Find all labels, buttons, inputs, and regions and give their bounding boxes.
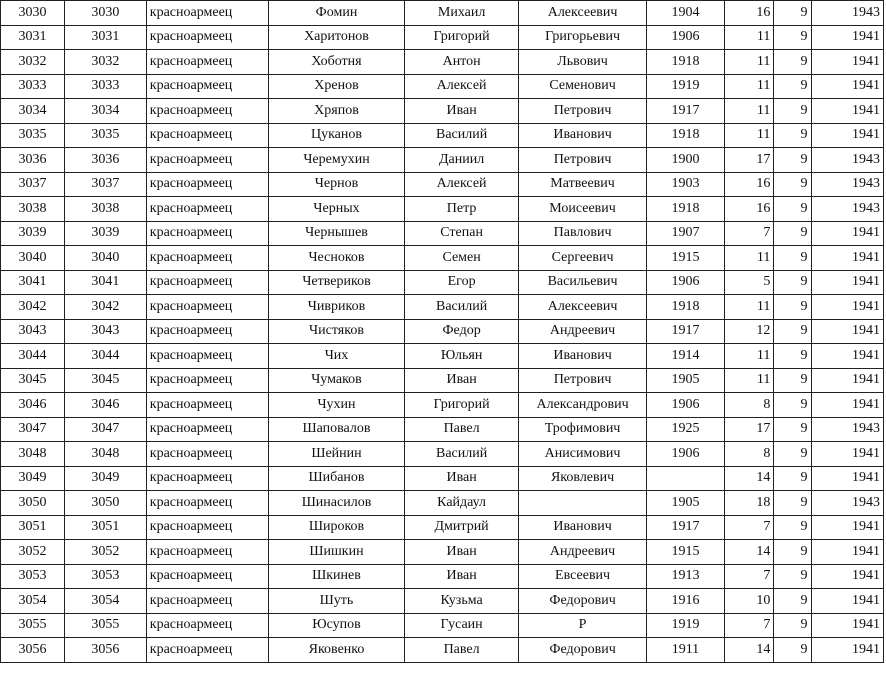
table-row (1, 540, 884, 565)
cell-year-cell: 1941 (811, 344, 883, 369)
surname-cell: Черных (268, 197, 404, 222)
cell-year-cell: 1941 (811, 540, 883, 565)
rank-cell: красноармеец (146, 246, 268, 271)
rank-cell: красноармеец (146, 123, 268, 148)
surname-cell: Хряпов (268, 99, 404, 124)
list-number-cell: 3056 (65, 638, 147, 663)
table-row (1, 368, 884, 393)
cell-a-cell: 7 (724, 613, 774, 638)
cell-a-cell: 11 (724, 74, 774, 99)
first-name-cell: Иван (405, 368, 519, 393)
table-row (1, 491, 884, 516)
table-row (1, 466, 884, 491)
table-row (1, 50, 884, 75)
surname-cell: Чесноков (268, 246, 404, 271)
table-row (1, 172, 884, 197)
cell-b-cell: 9 (774, 613, 811, 638)
cell-b-cell: 9 (774, 638, 811, 663)
birth-year-cell: 1917 (647, 319, 725, 344)
first-name-cell: Иван (405, 99, 519, 124)
rank-cell: красноармеец (146, 368, 268, 393)
birth-year-cell: 1916 (647, 589, 725, 614)
cell-b-cell: 9 (774, 368, 811, 393)
cell-b-cell: 9 (774, 172, 811, 197)
record-number-cell: 3038 (1, 197, 65, 222)
record-number-cell: 3046 (1, 393, 65, 418)
birth-year-cell: 1919 (647, 613, 725, 638)
rank-cell: красноармеец (146, 417, 268, 442)
first-name-cell: Павел (405, 638, 519, 663)
cell-b-cell: 9 (774, 74, 811, 99)
surname-cell: Черемухин (268, 148, 404, 173)
table-row (1, 270, 884, 295)
rank-cell: красноармеец (146, 295, 268, 320)
list-number-cell: 3037 (65, 172, 147, 197)
first-name-cell: Иван (405, 540, 519, 565)
first-name-cell: Петр (405, 197, 519, 222)
rank-cell: красноармеец (146, 613, 268, 638)
cell-year-cell: 1943 (811, 491, 883, 516)
first-name-cell: Юльян (405, 344, 519, 369)
cell-year-cell: 1941 (811, 319, 883, 344)
birth-year-cell: 1911 (647, 638, 725, 663)
patronymic-cell: Андреевич (518, 319, 646, 344)
first-name-cell: Кузьма (405, 589, 519, 614)
surname-cell: Цуканов (268, 123, 404, 148)
first-name-cell: Егор (405, 270, 519, 295)
record-number-cell: 3053 (1, 564, 65, 589)
first-name-cell: Даниил (405, 148, 519, 173)
table-row (1, 246, 884, 271)
cell-year-cell: 1941 (811, 25, 883, 50)
birth-year-cell: 1915 (647, 246, 725, 271)
cell-b-cell: 9 (774, 466, 811, 491)
table-row (1, 25, 884, 50)
list-number-cell: 3041 (65, 270, 147, 295)
rank-cell: красноармеец (146, 74, 268, 99)
birth-year-cell: 1906 (647, 25, 725, 50)
rank-cell: красноармеец (146, 638, 268, 663)
cell-a-cell: 16 (724, 197, 774, 222)
birth-year-cell: 1900 (647, 148, 725, 173)
patronymic-cell: Семенович (518, 74, 646, 99)
surname-cell: Чумаков (268, 368, 404, 393)
surname-cell: Хренов (268, 74, 404, 99)
record-number-cell: 3045 (1, 368, 65, 393)
cell-a-cell: 11 (724, 25, 774, 50)
table-row (1, 442, 884, 467)
record-number-cell: 3048 (1, 442, 65, 467)
table-row (1, 99, 884, 124)
cell-b-cell: 9 (774, 442, 811, 467)
record-number-cell: 3034 (1, 99, 65, 124)
first-name-cell: Семен (405, 246, 519, 271)
record-number-cell: 3041 (1, 270, 65, 295)
patronymic-cell: Александрович (518, 393, 646, 418)
record-number-cell: 3050 (1, 491, 65, 516)
patronymic-cell: Иванович (518, 515, 646, 540)
list-number-cell: 3035 (65, 123, 147, 148)
patronymic-cell: Алексеевич (518, 1, 646, 26)
first-name-cell: Иван (405, 466, 519, 491)
cell-a-cell: 7 (724, 221, 774, 246)
record-number-cell: 3037 (1, 172, 65, 197)
cell-a-cell: 5 (724, 270, 774, 295)
cell-year-cell: 1941 (811, 221, 883, 246)
birth-year-cell: 1918 (647, 123, 725, 148)
patronymic-cell: Васильевич (518, 270, 646, 295)
cell-b-cell: 9 (774, 148, 811, 173)
rank-cell: красноармеец (146, 221, 268, 246)
surname-cell: Юсупов (268, 613, 404, 638)
first-name-cell: Григорий (405, 393, 519, 418)
first-name-cell: Антон (405, 50, 519, 75)
patronymic-cell: Р (518, 613, 646, 638)
list-number-cell: 3053 (65, 564, 147, 589)
cell-year-cell: 1941 (811, 123, 883, 148)
cell-b-cell: 9 (774, 491, 811, 516)
cell-b-cell: 9 (774, 1, 811, 26)
table-row (1, 295, 884, 320)
surname-cell: Чернышев (268, 221, 404, 246)
list-number-cell: 3032 (65, 50, 147, 75)
cell-b-cell: 9 (774, 50, 811, 75)
record-number-cell: 3032 (1, 50, 65, 75)
surname-cell: Четвериков (268, 270, 404, 295)
first-name-cell: Василий (405, 295, 519, 320)
rank-cell: красноармеец (146, 344, 268, 369)
rank-cell: красноармеец (146, 393, 268, 418)
record-number-cell: 3031 (1, 25, 65, 50)
surname-cell: Шаповалов (268, 417, 404, 442)
list-number-cell: 3049 (65, 466, 147, 491)
cell-year-cell: 1943 (811, 172, 883, 197)
record-number-cell: 3056 (1, 638, 65, 663)
first-name-cell: Иван (405, 564, 519, 589)
cell-a-cell: 16 (724, 172, 774, 197)
birth-year-cell (647, 466, 725, 491)
patronymic-cell: Львович (518, 50, 646, 75)
record-number-cell: 3042 (1, 295, 65, 320)
birth-year-cell: 1906 (647, 270, 725, 295)
cell-year-cell: 1941 (811, 564, 883, 589)
surname-cell: Шейнин (268, 442, 404, 467)
cell-a-cell: 14 (724, 638, 774, 663)
rank-cell: красноармеец (146, 25, 268, 50)
cell-a-cell: 11 (724, 99, 774, 124)
cell-year-cell: 1941 (811, 246, 883, 271)
list-number-cell: 3034 (65, 99, 147, 124)
first-name-cell: Василий (405, 123, 519, 148)
first-name-cell: Алексей (405, 74, 519, 99)
list-number-cell: 3050 (65, 491, 147, 516)
list-number-cell: 3040 (65, 246, 147, 271)
cell-a-cell: 18 (724, 491, 774, 516)
cell-year-cell: 1943 (811, 1, 883, 26)
birth-year-cell: 1914 (647, 344, 725, 369)
cell-year-cell: 1941 (811, 515, 883, 540)
rank-cell: красноармеец (146, 442, 268, 467)
list-number-cell: 3052 (65, 540, 147, 565)
list-number-cell: 3047 (65, 417, 147, 442)
birth-year-cell: 1918 (647, 295, 725, 320)
cell-year-cell: 1943 (811, 148, 883, 173)
table-row (1, 417, 884, 442)
birth-year-cell: 1905 (647, 491, 725, 516)
record-number-cell: 3044 (1, 344, 65, 369)
list-number-cell: 3036 (65, 148, 147, 173)
patronymic-cell: Моисеевич (518, 197, 646, 222)
table-row (1, 638, 884, 663)
first-name-cell: Михаил (405, 1, 519, 26)
rank-cell: красноармеец (146, 172, 268, 197)
cell-year-cell: 1943 (811, 417, 883, 442)
birth-year-cell: 1906 (647, 442, 725, 467)
list-number-cell: 3038 (65, 197, 147, 222)
patronymic-cell: Сергеевич (518, 246, 646, 271)
first-name-cell: Гусаин (405, 613, 519, 638)
table-row (1, 344, 884, 369)
surname-cell: Яковенко (268, 638, 404, 663)
cell-b-cell: 9 (774, 99, 811, 124)
cell-a-cell: 12 (724, 319, 774, 344)
table-row (1, 589, 884, 614)
list-number-cell: 3039 (65, 221, 147, 246)
cell-year-cell: 1941 (811, 613, 883, 638)
surname-cell: Чернов (268, 172, 404, 197)
rank-cell: красноармеец (146, 540, 268, 565)
birth-year-cell: 1904 (647, 1, 725, 26)
cell-a-cell: 11 (724, 368, 774, 393)
surname-cell: Харитонов (268, 25, 404, 50)
surname-cell: Шинасилов (268, 491, 404, 516)
rank-cell: красноармеец (146, 564, 268, 589)
rank-cell: красноармеец (146, 589, 268, 614)
surname-cell: Шишкин (268, 540, 404, 565)
list-number-cell: 3030 (65, 1, 147, 26)
list-number-cell: 3044 (65, 344, 147, 369)
cell-b-cell: 9 (774, 246, 811, 271)
rank-cell: красноармеец (146, 491, 268, 516)
surname-cell: Шибанов (268, 466, 404, 491)
cell-year-cell: 1941 (811, 368, 883, 393)
first-name-cell: Василий (405, 442, 519, 467)
cell-b-cell: 9 (774, 393, 811, 418)
table-row (1, 197, 884, 222)
birth-year-cell: 1915 (647, 540, 725, 565)
rank-cell: красноармеец (146, 270, 268, 295)
list-number-cell: 3054 (65, 589, 147, 614)
record-number-cell: 3040 (1, 246, 65, 271)
surname-cell: Чих (268, 344, 404, 369)
patronymic-cell: Григорьевич (518, 25, 646, 50)
cell-year-cell: 1941 (811, 466, 883, 491)
table-row (1, 74, 884, 99)
record-number-cell: 3036 (1, 148, 65, 173)
patronymic-cell: Андреевич (518, 540, 646, 565)
rank-cell: красноармеец (146, 50, 268, 75)
patronymic-cell: Алексеевич (518, 295, 646, 320)
cell-year-cell: 1941 (811, 74, 883, 99)
patronymic-cell (518, 491, 646, 516)
cell-year-cell: 1941 (811, 50, 883, 75)
cell-a-cell: 16 (724, 1, 774, 26)
first-name-cell: Кайдаул (405, 491, 519, 516)
list-number-cell: 3042 (65, 295, 147, 320)
birth-year-cell: 1903 (647, 172, 725, 197)
patronymic-cell: Петрович (518, 99, 646, 124)
record-number-cell: 3039 (1, 221, 65, 246)
list-number-cell: 3055 (65, 613, 147, 638)
surname-cell: Шуть (268, 589, 404, 614)
rank-cell: красноармеец (146, 319, 268, 344)
list-number-cell: 3033 (65, 74, 147, 99)
first-name-cell: Павел (405, 417, 519, 442)
cell-a-cell: 11 (724, 344, 774, 369)
birth-year-cell: 1917 (647, 99, 725, 124)
record-number-cell: 3030 (1, 1, 65, 26)
patronymic-cell: Федорович (518, 638, 646, 663)
table-row (1, 515, 884, 540)
rank-cell: красноармеец (146, 515, 268, 540)
patronymic-cell: Павлович (518, 221, 646, 246)
patronymic-cell: Матвеевич (518, 172, 646, 197)
cell-a-cell: 14 (724, 540, 774, 565)
list-number-cell: 3051 (65, 515, 147, 540)
cell-b-cell: 9 (774, 589, 811, 614)
patronymic-cell: Федорович (518, 589, 646, 614)
cell-a-cell: 8 (724, 442, 774, 467)
list-number-cell: 3046 (65, 393, 147, 418)
cell-a-cell: 11 (724, 50, 774, 75)
rank-cell: красноармеец (146, 1, 268, 26)
birth-year-cell: 1906 (647, 393, 725, 418)
birth-year-cell: 1918 (647, 197, 725, 222)
records-table-body (1, 1, 884, 663)
rank-cell: красноармеец (146, 466, 268, 491)
record-number-cell: 3054 (1, 589, 65, 614)
cell-a-cell: 11 (724, 295, 774, 320)
cell-a-cell: 7 (724, 515, 774, 540)
cell-a-cell: 17 (724, 417, 774, 442)
list-number-cell: 3048 (65, 442, 147, 467)
patronymic-cell: Петрович (518, 368, 646, 393)
cell-a-cell: 8 (724, 393, 774, 418)
surname-cell: Фомин (268, 1, 404, 26)
table-row (1, 1, 884, 26)
table-row (1, 221, 884, 246)
birth-year-cell: 1918 (647, 50, 725, 75)
table-row (1, 148, 884, 173)
birth-year-cell: 1917 (647, 515, 725, 540)
patronymic-cell: Иванович (518, 123, 646, 148)
list-number-cell: 3031 (65, 25, 147, 50)
record-number-cell: 3055 (1, 613, 65, 638)
birth-year-cell: 1905 (647, 368, 725, 393)
first-name-cell: Федор (405, 319, 519, 344)
table-row (1, 564, 884, 589)
patronymic-cell: Яковлевич (518, 466, 646, 491)
cell-year-cell: 1941 (811, 589, 883, 614)
cell-b-cell: 9 (774, 25, 811, 50)
list-number-cell: 3045 (65, 368, 147, 393)
cell-year-cell: 1941 (811, 99, 883, 124)
patronymic-cell: Анисимович (518, 442, 646, 467)
first-name-cell: Григорий (405, 25, 519, 50)
record-number-cell: 3047 (1, 417, 65, 442)
record-number-cell: 3033 (1, 74, 65, 99)
cell-a-cell: 11 (724, 123, 774, 148)
first-name-cell: Дмитрий (405, 515, 519, 540)
first-name-cell: Алексей (405, 172, 519, 197)
cell-b-cell: 9 (774, 344, 811, 369)
surname-cell: Чухин (268, 393, 404, 418)
cell-a-cell: 10 (724, 589, 774, 614)
birth-year-cell: 1913 (647, 564, 725, 589)
cell-b-cell: 9 (774, 515, 811, 540)
patronymic-cell: Евсеевич (518, 564, 646, 589)
birth-year-cell: 1925 (647, 417, 725, 442)
cell-year-cell: 1941 (811, 442, 883, 467)
cell-year-cell: 1941 (811, 295, 883, 320)
cell-b-cell: 9 (774, 417, 811, 442)
patronymic-cell: Иванович (518, 344, 646, 369)
cell-year-cell: 1941 (811, 393, 883, 418)
rank-cell: красноармеец (146, 99, 268, 124)
record-number-cell: 3049 (1, 466, 65, 491)
cell-b-cell: 9 (774, 270, 811, 295)
record-number-cell: 3052 (1, 540, 65, 565)
cell-year-cell: 1943 (811, 197, 883, 222)
cell-a-cell: 14 (724, 466, 774, 491)
record-number-cell: 3035 (1, 123, 65, 148)
cell-b-cell: 9 (774, 197, 811, 222)
table-row (1, 393, 884, 418)
birth-year-cell: 1919 (647, 74, 725, 99)
cell-year-cell: 1941 (811, 270, 883, 295)
cell-b-cell: 9 (774, 540, 811, 565)
cell-b-cell: 9 (774, 295, 811, 320)
cell-b-cell: 9 (774, 123, 811, 148)
birth-year-cell: 1907 (647, 221, 725, 246)
cell-a-cell: 17 (724, 148, 774, 173)
record-number-cell: 3051 (1, 515, 65, 540)
table-row (1, 319, 884, 344)
cell-b-cell: 9 (774, 319, 811, 344)
rank-cell: красноармеец (146, 197, 268, 222)
patronymic-cell: Трофимович (518, 417, 646, 442)
rank-cell: красноармеец (146, 148, 268, 173)
surname-cell: Чивриков (268, 295, 404, 320)
table-row (1, 123, 884, 148)
surname-cell: Чистяков (268, 319, 404, 344)
cell-year-cell: 1941 (811, 638, 883, 663)
cell-b-cell: 9 (774, 564, 811, 589)
surname-cell: Шкинев (268, 564, 404, 589)
table-row (1, 613, 884, 638)
surname-cell: Хоботня (268, 50, 404, 75)
list-number-cell: 3043 (65, 319, 147, 344)
record-number-cell: 3043 (1, 319, 65, 344)
cell-b-cell: 9 (774, 221, 811, 246)
patronymic-cell: Петрович (518, 148, 646, 173)
cell-a-cell: 11 (724, 246, 774, 271)
surname-cell: Широков (268, 515, 404, 540)
first-name-cell: Степан (405, 221, 519, 246)
cell-a-cell: 7 (724, 564, 774, 589)
